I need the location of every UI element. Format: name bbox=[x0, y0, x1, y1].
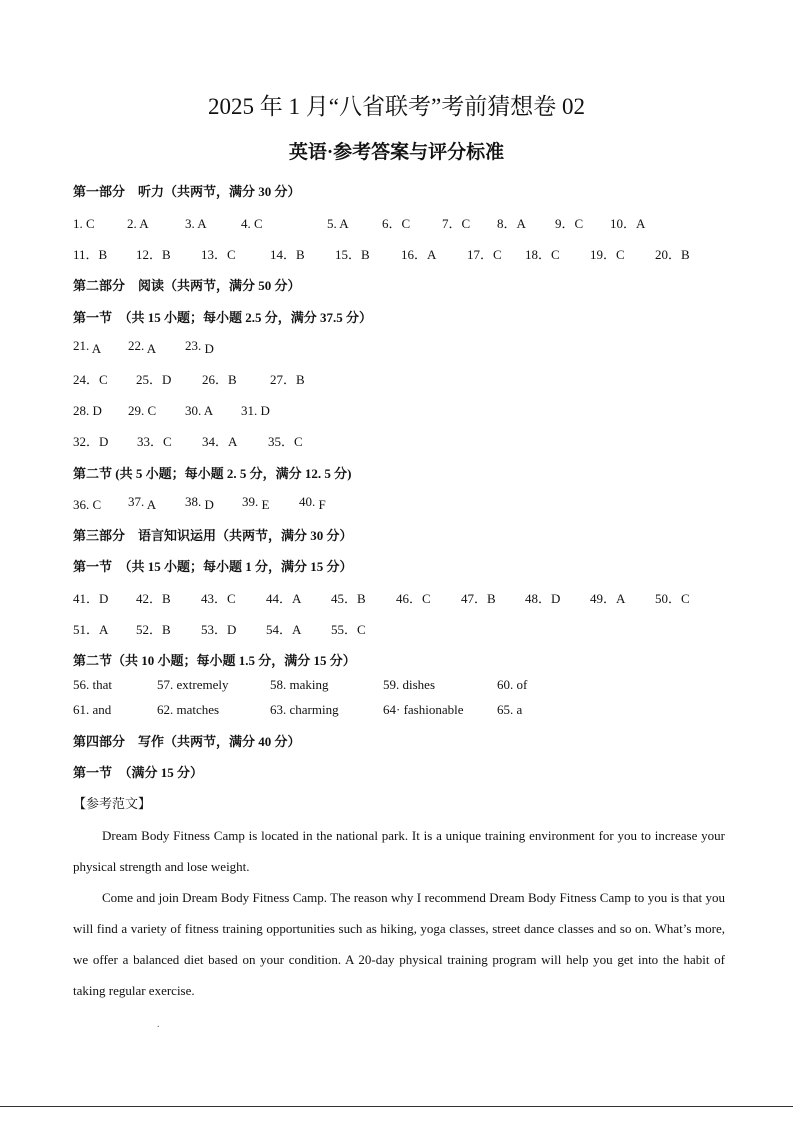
answer-47: 47．B bbox=[461, 591, 496, 606]
answer-row-28-31 bbox=[73, 400, 373, 422]
answer-14: 14．B bbox=[270, 247, 305, 262]
answer-19: 19．C bbox=[590, 247, 625, 262]
answer-45: 45．B bbox=[331, 591, 366, 606]
answer-53: 53．D bbox=[201, 622, 237, 637]
answer-39: 39. E bbox=[242, 494, 270, 512]
answer-4: 4. C bbox=[241, 216, 263, 231]
answer-61: 61. and bbox=[73, 702, 112, 717]
answer-31: 31. D bbox=[241, 403, 270, 418]
part3-section2-heading: 第二节（共 10 小题；每小题 1.5 分，满分 15 分） bbox=[73, 653, 356, 668]
part2-section2-heading: 第二节 (共 5 小题；每小题 2. 5 分，满分 12. 5 分) bbox=[73, 466, 352, 481]
answer-row-21-23 bbox=[73, 338, 373, 360]
answer-21: 21. A bbox=[73, 338, 102, 356]
answer-56: 56. that bbox=[73, 677, 112, 692]
answer-row-24-27 bbox=[73, 369, 373, 391]
answer-29: 29. C bbox=[128, 403, 157, 418]
answer-36: 36. C bbox=[73, 497, 102, 512]
answer-62: 62. matches bbox=[157, 702, 220, 717]
answer-9: 9．C bbox=[555, 216, 584, 231]
answer-16: 16．A bbox=[401, 247, 437, 262]
answer-28: 28. D bbox=[73, 403, 102, 418]
page-bottom-rule bbox=[0, 1106, 793, 1107]
answer-26: 26．B bbox=[202, 372, 237, 387]
answer-59: 59. dishes bbox=[383, 677, 435, 692]
answer-51: 51．A bbox=[73, 622, 109, 637]
answer-38: 38. D bbox=[185, 494, 214, 512]
answer-18: 18．C bbox=[525, 247, 560, 262]
stray-mark: . bbox=[157, 1019, 160, 1030]
answer-12: 12．B bbox=[136, 247, 171, 262]
answer-22: 22. A bbox=[128, 338, 157, 356]
answer-17: 17．C bbox=[467, 247, 502, 262]
answer-row-11-20 bbox=[73, 244, 733, 266]
answer-25: 25．D bbox=[136, 372, 172, 387]
answer-32: 32．D bbox=[73, 434, 109, 449]
part3-section1-heading: 第一节 （共 15 小题；每小题 1 分，满分 15 分） bbox=[73, 559, 353, 574]
answer-row-32-35 bbox=[73, 431, 373, 453]
answer-row-41-50 bbox=[73, 588, 733, 610]
answer-row-51-55 bbox=[73, 619, 473, 641]
part2-section1-heading: 第一节 （共 15 小题；每小题 2.5 分，满分 37.5 分） bbox=[73, 310, 373, 325]
answer-64: 64· fashionable bbox=[383, 702, 464, 717]
answer-33: 33．C bbox=[137, 434, 172, 449]
part1-heading: 第一部分 听力（共两节，满分 30 分） bbox=[73, 184, 301, 199]
answer-49: 49．A bbox=[590, 591, 626, 606]
answer-20: 20．B bbox=[655, 247, 690, 262]
answer-6: 6．C bbox=[382, 216, 411, 231]
answer-row-1-10 bbox=[73, 213, 733, 235]
answer-2: 2. A bbox=[127, 216, 149, 231]
answer-30: 30. A bbox=[185, 403, 214, 418]
answer-54: 54．A bbox=[266, 622, 302, 637]
answer-41: 41．D bbox=[73, 591, 109, 606]
essay-paragraph-2: Come and join Dream Body Fitness Camp. The reason why I recommend Dream Body Fitness Camp to you is that you will find a variety of fitness training opportunities such as hiking, yoga classes, street dance classes and so on. What’s more, we offer a balanced diet based on your condition. A 20-day physical training program will help you get into the habit of taking regular exercise. bbox=[73, 890, 725, 998]
answer-10: 10．A bbox=[610, 216, 646, 231]
answer-35: 35．C bbox=[268, 434, 303, 449]
answer-24: 24．C bbox=[73, 372, 108, 387]
answer-5: 5. A bbox=[327, 216, 349, 231]
answer-37: 37. A bbox=[128, 494, 157, 512]
answer-row-56-60 bbox=[73, 674, 673, 696]
answer-15: 15．B bbox=[335, 247, 370, 262]
answer-13: 13．C bbox=[201, 247, 236, 262]
answer-23: 23. D bbox=[185, 338, 214, 356]
answer-row-61-65 bbox=[73, 699, 673, 721]
part4-section1-heading: 第一节 （满分 15 分） bbox=[73, 765, 204, 780]
answer-65: 65. a bbox=[497, 702, 523, 717]
answer-27: 27．B bbox=[270, 372, 305, 387]
answer-1: 1. C bbox=[73, 216, 95, 231]
answer-43: 43．C bbox=[201, 591, 236, 606]
answer-42: 42．B bbox=[136, 591, 171, 606]
answer-3: 3. A bbox=[185, 216, 207, 231]
answer-48: 48．D bbox=[525, 591, 561, 606]
answer-34: 34．A bbox=[202, 434, 238, 449]
essay-paragraph-1: Dream Body Fitness Camp is located in the national park. It is a unique training environment for you to increase your physical strength and lose weight. bbox=[73, 828, 725, 874]
part2-heading: 第二部分 阅读（共两节，满分 50 分） bbox=[73, 278, 301, 293]
answer-7: 7．C bbox=[442, 216, 471, 231]
answer-row-36-40 bbox=[73, 494, 373, 516]
answer-55: 55．C bbox=[331, 622, 366, 637]
answer-52: 52．B bbox=[136, 622, 171, 637]
answer-57: 57. extremely bbox=[157, 677, 229, 692]
answer-50: 50．C bbox=[655, 591, 690, 606]
answer-58: 58. making bbox=[270, 677, 329, 692]
answer-11: 11．B bbox=[73, 247, 108, 262]
answer-46: 46．C bbox=[396, 591, 431, 606]
answer-60: 60. of bbox=[497, 677, 528, 692]
answer-40: 40. F bbox=[299, 494, 326, 512]
part4-heading: 第四部分 写作（共两节，满分 40 分） bbox=[73, 734, 301, 749]
model-essay-label: 【参考范文】 bbox=[73, 796, 152, 811]
document-subtitle: 英语·参考答案与评分标准 bbox=[288, 142, 505, 163]
answer-63: 63. charming bbox=[270, 702, 339, 717]
answer-44: 44．A bbox=[266, 591, 302, 606]
answer-8: 8．A bbox=[497, 216, 526, 231]
part3-heading: 第三部分 语言知识运用（共两节，满分 30 分） bbox=[73, 528, 353, 543]
document-title: 2025 年 1 月“八省联考”考前猜想卷 02 bbox=[208, 94, 585, 119]
